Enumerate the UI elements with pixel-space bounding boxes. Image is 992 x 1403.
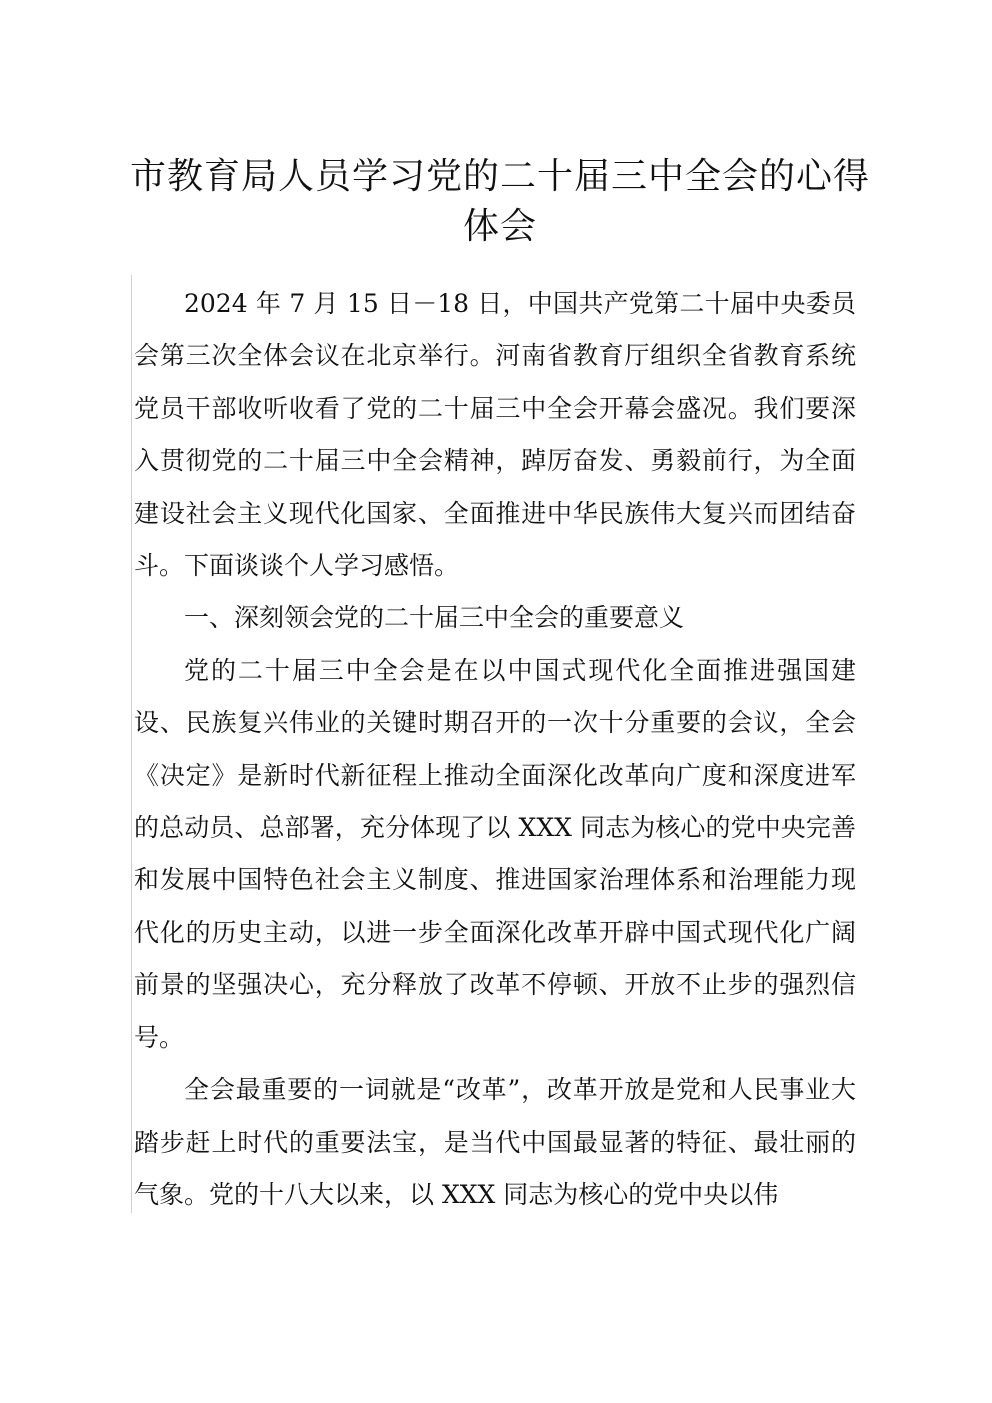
margin-line	[131, 275, 132, 1213]
body-paragraph: 党的二十届三中全会是在以中国式现代化全面推进强国建设、民族复兴伟业的关键时期召开的一次十分重要的会议，全会《决定》是新时代新征程上推动全面深化改革向广度和深度进军的总动员、总部署，充分体现了以 XXX 同志为核心的党中央完善和发展中国特色社会主义制度、推进国家治理体系和治理能力现代化的历史主动，以进一步全面深化改革开辟中国式现代化广阔前景的坚强决心，充分释放了改革不停顿、开放不止步的强烈信号。	[134, 655, 856, 1052]
section-heading: 一、深刻领会党的二十届三中全会的重要意义	[184, 603, 685, 633]
intro-paragraph: 2024 年 7 月 15 日－18 日，中国共产党第二十届中央委员会第三次全体会议在北京举行。河南省教育厅组织全省教育系统党员干部收听收看了党的二十届三中全会开幕会盛况。我们要深入贯彻党的二十届三中全会精神，踔厉奋发、勇毅前行，为全面建设社会主义现代化国家、全面推进中华民族伟大复兴而团结奋斗。下面谈谈个人学习感悟。	[134, 289, 856, 581]
document-body	[134, 278, 856, 1221]
body-paragraph: 全会最重要的一词就是“改革”，改革开放是党和人民事业大踏步赶上时代的重要法宝，是当代中国最显著的特征、最壮丽的气象。党的十八大以来，以 XXX 同志为核心的党中央以伟	[134, 1075, 856, 1209]
document-title: 市教育局人员学习党的二十届三中全会的心得体会	[129, 156, 870, 247]
